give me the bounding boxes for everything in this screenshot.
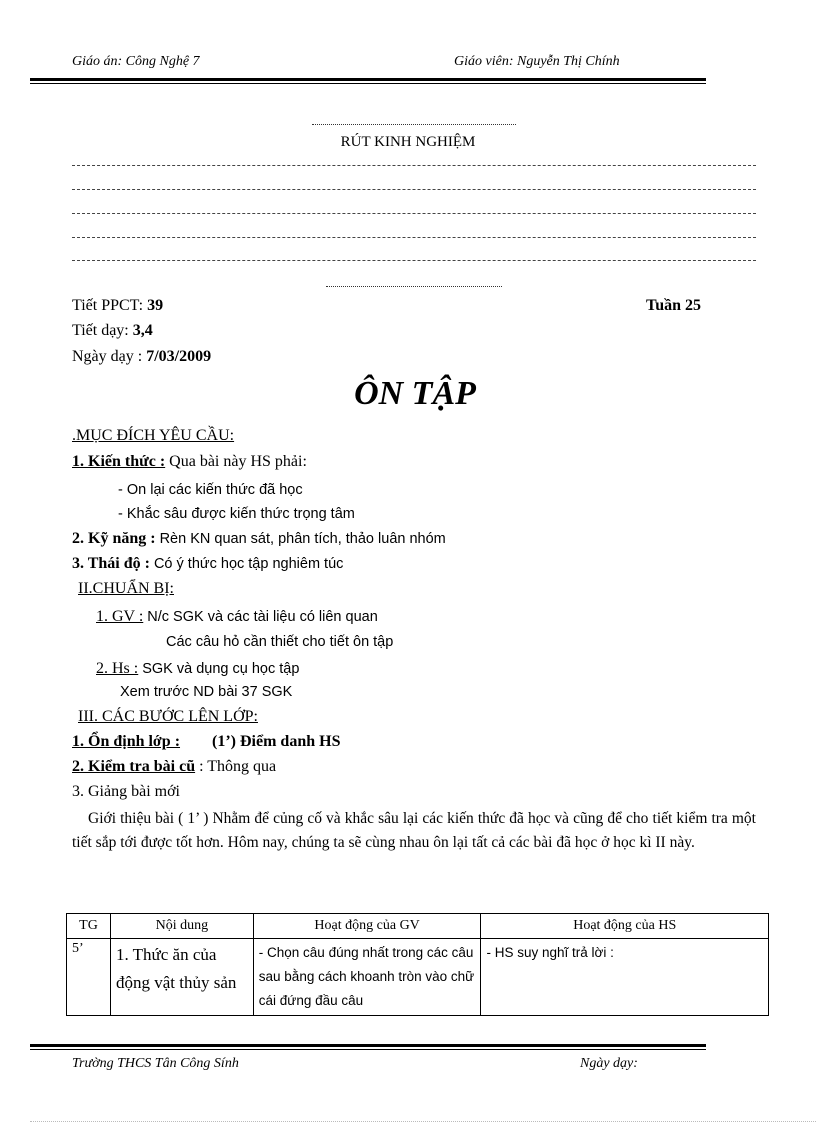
bullet-khac-sau: - Khắc sâu được kiến thức trọng tâm: [118, 506, 355, 522]
intro-paragraph: Giới thiệu bài ( 1’ ) Nhằm để củng cố và khắc sâu lại các kiến thức đã học và cũng để cho tiết kiểm tra một tiết sắp tới được tốt hơn. Hôm nay, chúng ta sẽ cùng nhau ôn lại tất cả các bài đã học ở học kì II này.: [72, 810, 756, 851]
ky-nang-label: 2. Kỹ năng :: [72, 530, 156, 547]
section1-heading: .MỤC ĐÍCH YÊU CẦU:: [72, 427, 235, 444]
bullet-on-lai: - On lại các kiến thức đã học: [118, 482, 303, 498]
lesson-table: [66, 913, 769, 1016]
cell-hs: - HS suy nghĩ trả lời :: [481, 939, 769, 1016]
rut-kinh-nghiem-title: RÚT KINH NGHIỆM: [340, 134, 476, 150]
giang-bai-moi: 3. Giảng bài mới: [72, 783, 180, 800]
tiet-ppct-value: 39: [147, 297, 164, 314]
cell-tg: 5’: [67, 939, 111, 1016]
on-dinh-label: 1. Ổn định lớp :: [72, 733, 181, 750]
header-rule-thin: [30, 83, 706, 84]
cell-noi-dung: 1. Thức ăn của động vật thủy sản: [110, 939, 253, 1016]
kien-thuc-label: 1. Kiến thức :: [72, 453, 166, 470]
dotted-divider-top: [312, 124, 516, 125]
tiet-ppct-label: Tiết PPCT:: [72, 297, 144, 314]
on-dinh-text: (1’) Điểm danh HS: [212, 733, 341, 750]
tuan: Tuần 25: [646, 297, 701, 314]
hs-text2: Xem trước ND bài 37 SGK: [120, 684, 293, 700]
kien-thuc: [72, 453, 307, 471]
header-teacher: Giáo viên: Nguyễn Thị Chính: [454, 54, 620, 69]
on-dinh-lop: [72, 733, 340, 751]
ngay-day: [72, 348, 211, 366]
dotted-divider-bottom: [326, 286, 502, 287]
dashed-line: [72, 165, 756, 166]
hs-label: 2. Hs :: [96, 660, 139, 677]
header-hs: Hoạt động của HS: [481, 914, 769, 939]
ngay-day-label: Ngày dạy :: [72, 348, 143, 365]
header-tg: TG: [67, 914, 111, 939]
kien-thuc-text: Qua bài này HS phải:: [165, 453, 307, 470]
thai-do-label: 3. Thái độ :: [72, 555, 150, 572]
footer-date: Ngày dạy:: [580, 1056, 638, 1071]
tiet-ppct: [72, 297, 163, 315]
footer-rule: [30, 1044, 706, 1047]
kiem-tra-bai-cu: [72, 758, 276, 776]
ngay-day-value: 7/03/2009: [146, 348, 212, 365]
dashed-line: [72, 213, 756, 214]
ky-nang: [72, 530, 446, 548]
header-gv: Hoạt động của GV: [253, 914, 481, 939]
table-row: [67, 939, 769, 1016]
hs-text1: SGK và dụng cụ học tập: [142, 661, 300, 677]
section3-heading: III. CÁC BƯỚC LÊN LỚP:: [78, 708, 258, 725]
header-noi-dung: Nội dung: [110, 914, 253, 939]
gv-line: [96, 608, 378, 626]
kiem-tra-text: : Thông qua: [199, 758, 277, 775]
tiet-day: [72, 322, 153, 340]
cell-gv: - Chọn câu đúng nhất trong các câu sau bằng cách khoanh tròn vào chữ cái đứng đầu câu: [253, 939, 481, 1016]
thai-do-text: Có ý thức học tập nghiêm túc: [153, 556, 344, 572]
header-subject: Giáo án: Công Nghệ 7: [72, 54, 200, 69]
table-header-row: [67, 914, 769, 939]
gv-text1: N/c SGK và các tài liệu có liên quan: [147, 609, 378, 625]
dashed-line: [72, 260, 756, 261]
kiem-tra-label: 2. Kiểm tra bài cũ: [72, 758, 196, 775]
page-edge: [30, 1121, 816, 1122]
dashed-line: [72, 189, 756, 190]
tiet-day-value: 3,4: [132, 322, 153, 339]
ky-nang-text: Rèn KN quan sát, phân tích, thảo luân nhóm: [159, 531, 446, 547]
dashed-line: [72, 237, 756, 238]
thai-do: [72, 555, 343, 573]
header-rule: [30, 78, 706, 81]
page-title: ÔN TẬP: [354, 375, 476, 412]
footer-rule-thin: [30, 1049, 706, 1050]
tiet-day-label: Tiết dạy:: [72, 322, 129, 339]
gv-text2: Các câu hỏ cần thiết cho tiết ôn tập: [166, 634, 394, 650]
section2-heading: II.CHUẨN BỊ:: [78, 580, 174, 597]
footer-school: Trường THCS Tân Công Sính: [72, 1056, 239, 1071]
gv-label: 1. GV :: [96, 608, 144, 625]
hs-line: [96, 660, 299, 678]
